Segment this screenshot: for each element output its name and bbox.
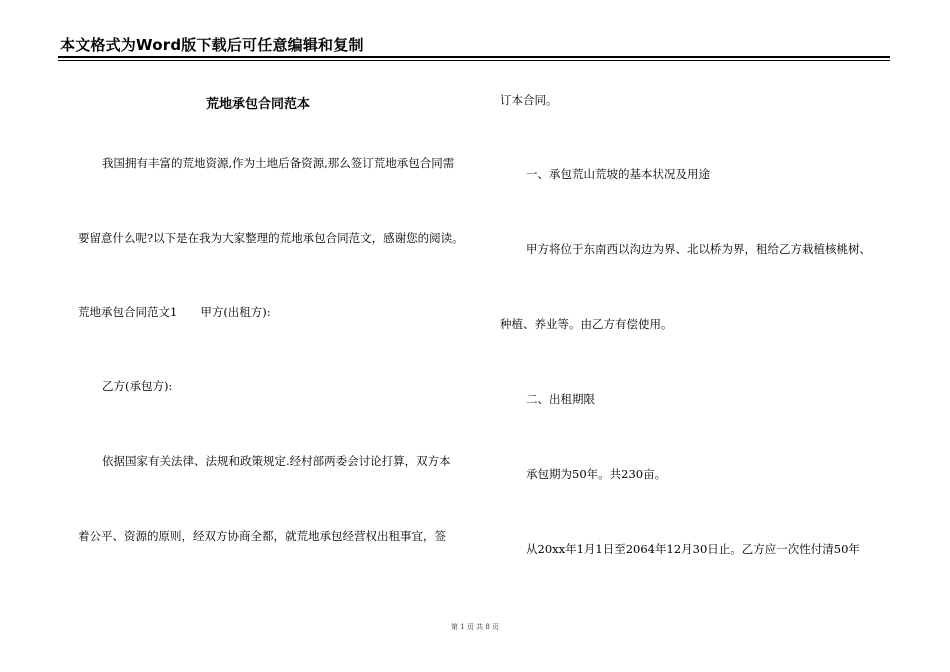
left-line-6: 着公平、资源的原则，经双方协商全都，就荒地承包经营权出租事宜，签: [78, 529, 446, 543]
left-line-5: 依据国家有关法律、法规和政策规定.经村部两委会讨论打算，双方本: [102, 454, 451, 468]
right-line-7: 从20xx年1月1日至2064年12月30日止。乙方应一次性付清50年: [526, 542, 860, 556]
left-line-2: 要留意什么呢?以下是在我为大家整理的荒地承包合同范文，感谢您的阅读。: [78, 231, 464, 245]
document-title: 荒地承包合同范本: [206, 97, 311, 112]
document-banner: 本文格式为Word版下载后可任意编辑和复制: [60, 36, 364, 54]
right-line-5: 二、出租期限: [526, 392, 595, 406]
page-footer: 第 1 页 共 8 页: [450, 623, 500, 631]
right-line-1: 订本合同。: [500, 93, 558, 107]
right-line-6: 承包期为50年。共230亩。: [526, 467, 667, 481]
left-line-1: 我国拥有丰富的荒地资源,作为土地后备资源,那么签订荒地承包合同需: [102, 156, 455, 170]
header-rule-thin: [58, 60, 890, 61]
header-rule-thick: [58, 56, 890, 58]
right-line-4: 种植、养业等。由乙方有偿使用。: [500, 317, 673, 331]
right-line-2: 一、承包荒山荒坡的基本状况及用途: [526, 167, 710, 181]
left-line-3: 荒地承包合同范文1 甲方(出租方):: [78, 305, 271, 319]
right-line-3: 甲方将位于东南西以沟边为界、北以桥为界，租给乙方栽植核桃树、: [526, 242, 871, 256]
left-line-4: 乙方(承包方):: [102, 379, 173, 393]
